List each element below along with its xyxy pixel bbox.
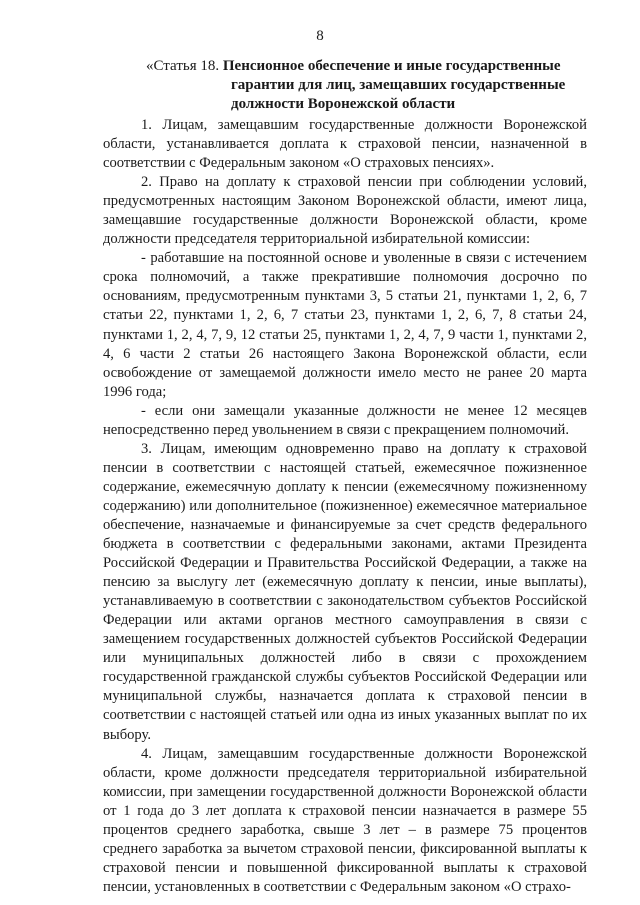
paragraph-3: 3. Лицам, имеющим одновременно право на доплату к страховой пенсии в соответствии с настоящей статьей, ежемесячное пожизненное содержание, ежемесячную доплату к пенсии (ежемесячному пожизненному содержанию) или дополнительное (пожизненное) ежемесячное материальное обеспечение, назначаемые и финансируемые за счет средств федерального бюджета в соответствии с федеральными законами, актами Президента Российской Федерации и Правительства Российской Федерации, а также на пенсию за выслугу лет (ежемесячную доплату к пенсии, иные выплаты), устанавливаемую в соответствии с законодательством субъектов Российской Федерации или актами органов местного самоуправления в связи с замещением государственных должностей субъектов Российской Федерации или муниципальных должностей либо в связи с прохождением государственной гражданской службы субъектов Российской Федерации или муниципальной службы, назначается доплата к страховой пенсии в соответствии с настоящей статьей или одна из иных указанных выплат по их выбору. xyxy=(103,440,587,743)
article-title-rest: гарантии для лиц, замещавших государственные должности Воронежской области xyxy=(231,77,566,112)
list-item-term-expiry: - работавшие на постоянной основе и уволенные в связи с истечением срока полномочий, а также прекратившие полномочия досрочно по основаниям, предусмотренным пунктами 3, 5 статьи 21, пунктами 1, 2, 6, 7 статьи 22, пунктами 1, 2, 6, 7 статьи 23, пунктами 1, 2, 6, 7, 8 статьи 24, пунктами 1, 2, 4, 7, 9, 12 статьи 25, пунктами 1, 2, 4, 7, 9 части 1, пунктами 2, 4, 6 части 2 статьи 26 настоящего Закона Воронежской области, если освобождение от замещаемой должности имело место не ранее 20 марта 1996 года; xyxy=(103,250,587,400)
page-number: 8 xyxy=(316,28,324,44)
paragraph-2: 2. Право на доплату к страховой пенсии при соблюдении условий, предусмотренных настоящим Законом Воронежской области, имеют лица, замещавшие государственные должности Воронежской области, кроме должности председателя территориальной избирательной комиссии: xyxy=(103,174,587,248)
article-body xyxy=(103,116,587,897)
paragraph-4: 4. Лицам, замещавшим государственные должности Воронежской области, кроме должности председателя территориальной избирательной комиссии, при замещении государственной должности Воронежской области от 1 года до 3 лет доплата к страховой пенсии назначается в размере 55 процентов среднего заработка, свыше 3 лет – в размере 75 процентов среднего заработка за вычетом страховой пенсии, фиксированной выплаты к страховой пенсии и повышенной фиксированной выплаты к страховой пенсии, установленных в соответствии с Федеральным законом «О страхо- xyxy=(103,745,587,895)
article-heading xyxy=(146,57,586,114)
article-number: «Статья 18. xyxy=(146,58,220,74)
list-item-twelve-months: - если они замещали указанные должности не менее 12 месяцев непосредственно перед увольнением в связи с прекращением полномочий. xyxy=(103,402,587,438)
article-title-line-1: Пенсионное обеспечение и иные государственные xyxy=(222,58,561,74)
paragraph-1: 1. Лицам, замещавшим государственные должности Воронежской области, устанавливается доплата к страховой пенсии, назначенной в соответствии с Федеральным законом «О страховых пенсиях». xyxy=(103,117,587,172)
